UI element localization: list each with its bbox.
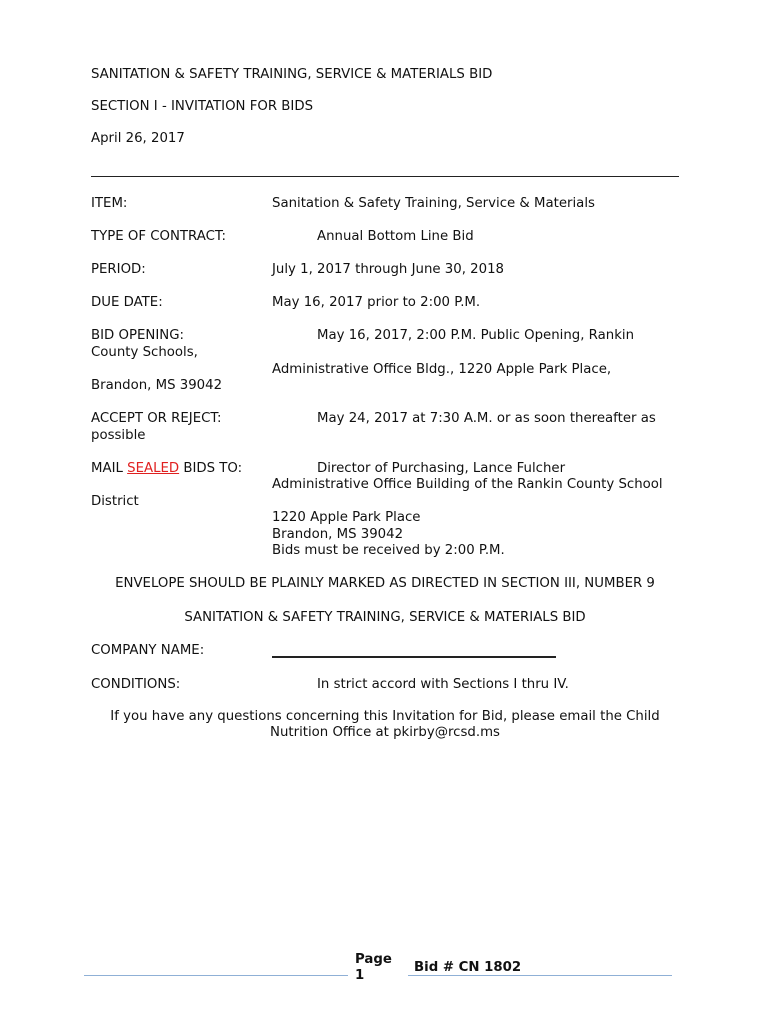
item-value: Sanitation & Safety Training, Service & Materials	[272, 196, 595, 211]
questions-line-2: Nutrition Office at pkirby@rcsd.ms	[270, 725, 500, 740]
company-name-label: COMPANY NAME:	[91, 643, 205, 658]
mail-value-1: Director of Purchasing, Lance Fulcher	[317, 461, 566, 476]
bid-opening-value-3: Administrative Office Bldg., 1220 Apple Park Place,	[272, 362, 612, 377]
bid-opening-value-2: County Schools,	[91, 345, 198, 360]
due-date-value: May 16, 2017 prior to 2:00 P.M.	[272, 295, 481, 310]
bid-opening-value-4: Brandon, MS 39042	[91, 378, 223, 393]
bid-opening-label: BID OPENING:	[91, 328, 184, 343]
company-name-blank	[272, 656, 556, 658]
contract-label: TYPE OF CONTRACT:	[91, 229, 227, 244]
accept-reject-value-1: May 24, 2017 at 7:30 A.M. or as soon thereafter as	[317, 411, 656, 426]
section-heading: SECTION I - INVITATION FOR BIDS	[91, 99, 314, 114]
contract-value: Annual Bottom Line Bid	[317, 229, 474, 244]
mail-label-suffix: BIDS TO:	[179, 461, 243, 476]
mail-bids-label	[91, 460, 242, 477]
period-label: PERIOD:	[91, 262, 146, 277]
mail-value-2: Administrative Office Building of the Rankin County School	[272, 477, 663, 492]
period-value: July 1, 2017 through June 30, 2018	[272, 262, 504, 277]
horizontal-rule	[91, 176, 679, 177]
conditions-label: CONDITIONS:	[91, 677, 181, 692]
conditions-value: In strict accord with Sections I thru IV.	[317, 677, 569, 692]
envelope-notice: ENVELOPE SHOULD BE PLAINLY MARKED AS DIRECTED IN SECTION III, NUMBER 9	[115, 576, 655, 591]
questions-line-1: If you have any questions concerning this Invitation for Bid, please email the Child	[110, 709, 660, 724]
mail-value-6: Bids must be received by 2:00 P.M.	[272, 543, 505, 558]
footer-page-number: 1	[355, 968, 365, 983]
item-label: ITEM:	[91, 196, 128, 211]
issue-date: April 26, 2017	[91, 131, 185, 146]
footer-rule-left	[84, 975, 348, 976]
footer-bid-number: Bid # CN 1802	[414, 960, 522, 975]
accept-reject-label: ACCEPT OR REJECT:	[91, 411, 222, 426]
mail-label-prefix: MAIL	[91, 461, 128, 476]
due-date-label: DUE DATE:	[91, 295, 163, 310]
accept-reject-value-2: possible	[91, 428, 146, 443]
mail-value-5: Brandon, MS 39042	[272, 527, 404, 542]
sealed-word: SEALED	[127, 461, 180, 476]
footer-page-word: Page	[355, 952, 392, 967]
mail-value-4: 1220 Apple Park Place	[272, 510, 421, 525]
bid-opening-value-1: May 16, 2017, 2:00 P.M. Public Opening, Rankin	[317, 328, 635, 343]
mail-value-3: District	[91, 494, 139, 509]
bid-title: SANITATION & SAFETY TRAINING, SERVICE & MATERIALS BID	[91, 67, 493, 82]
repeat-title: SANITATION & SAFETY TRAINING, SERVICE & MATERIALS BID	[184, 610, 586, 625]
